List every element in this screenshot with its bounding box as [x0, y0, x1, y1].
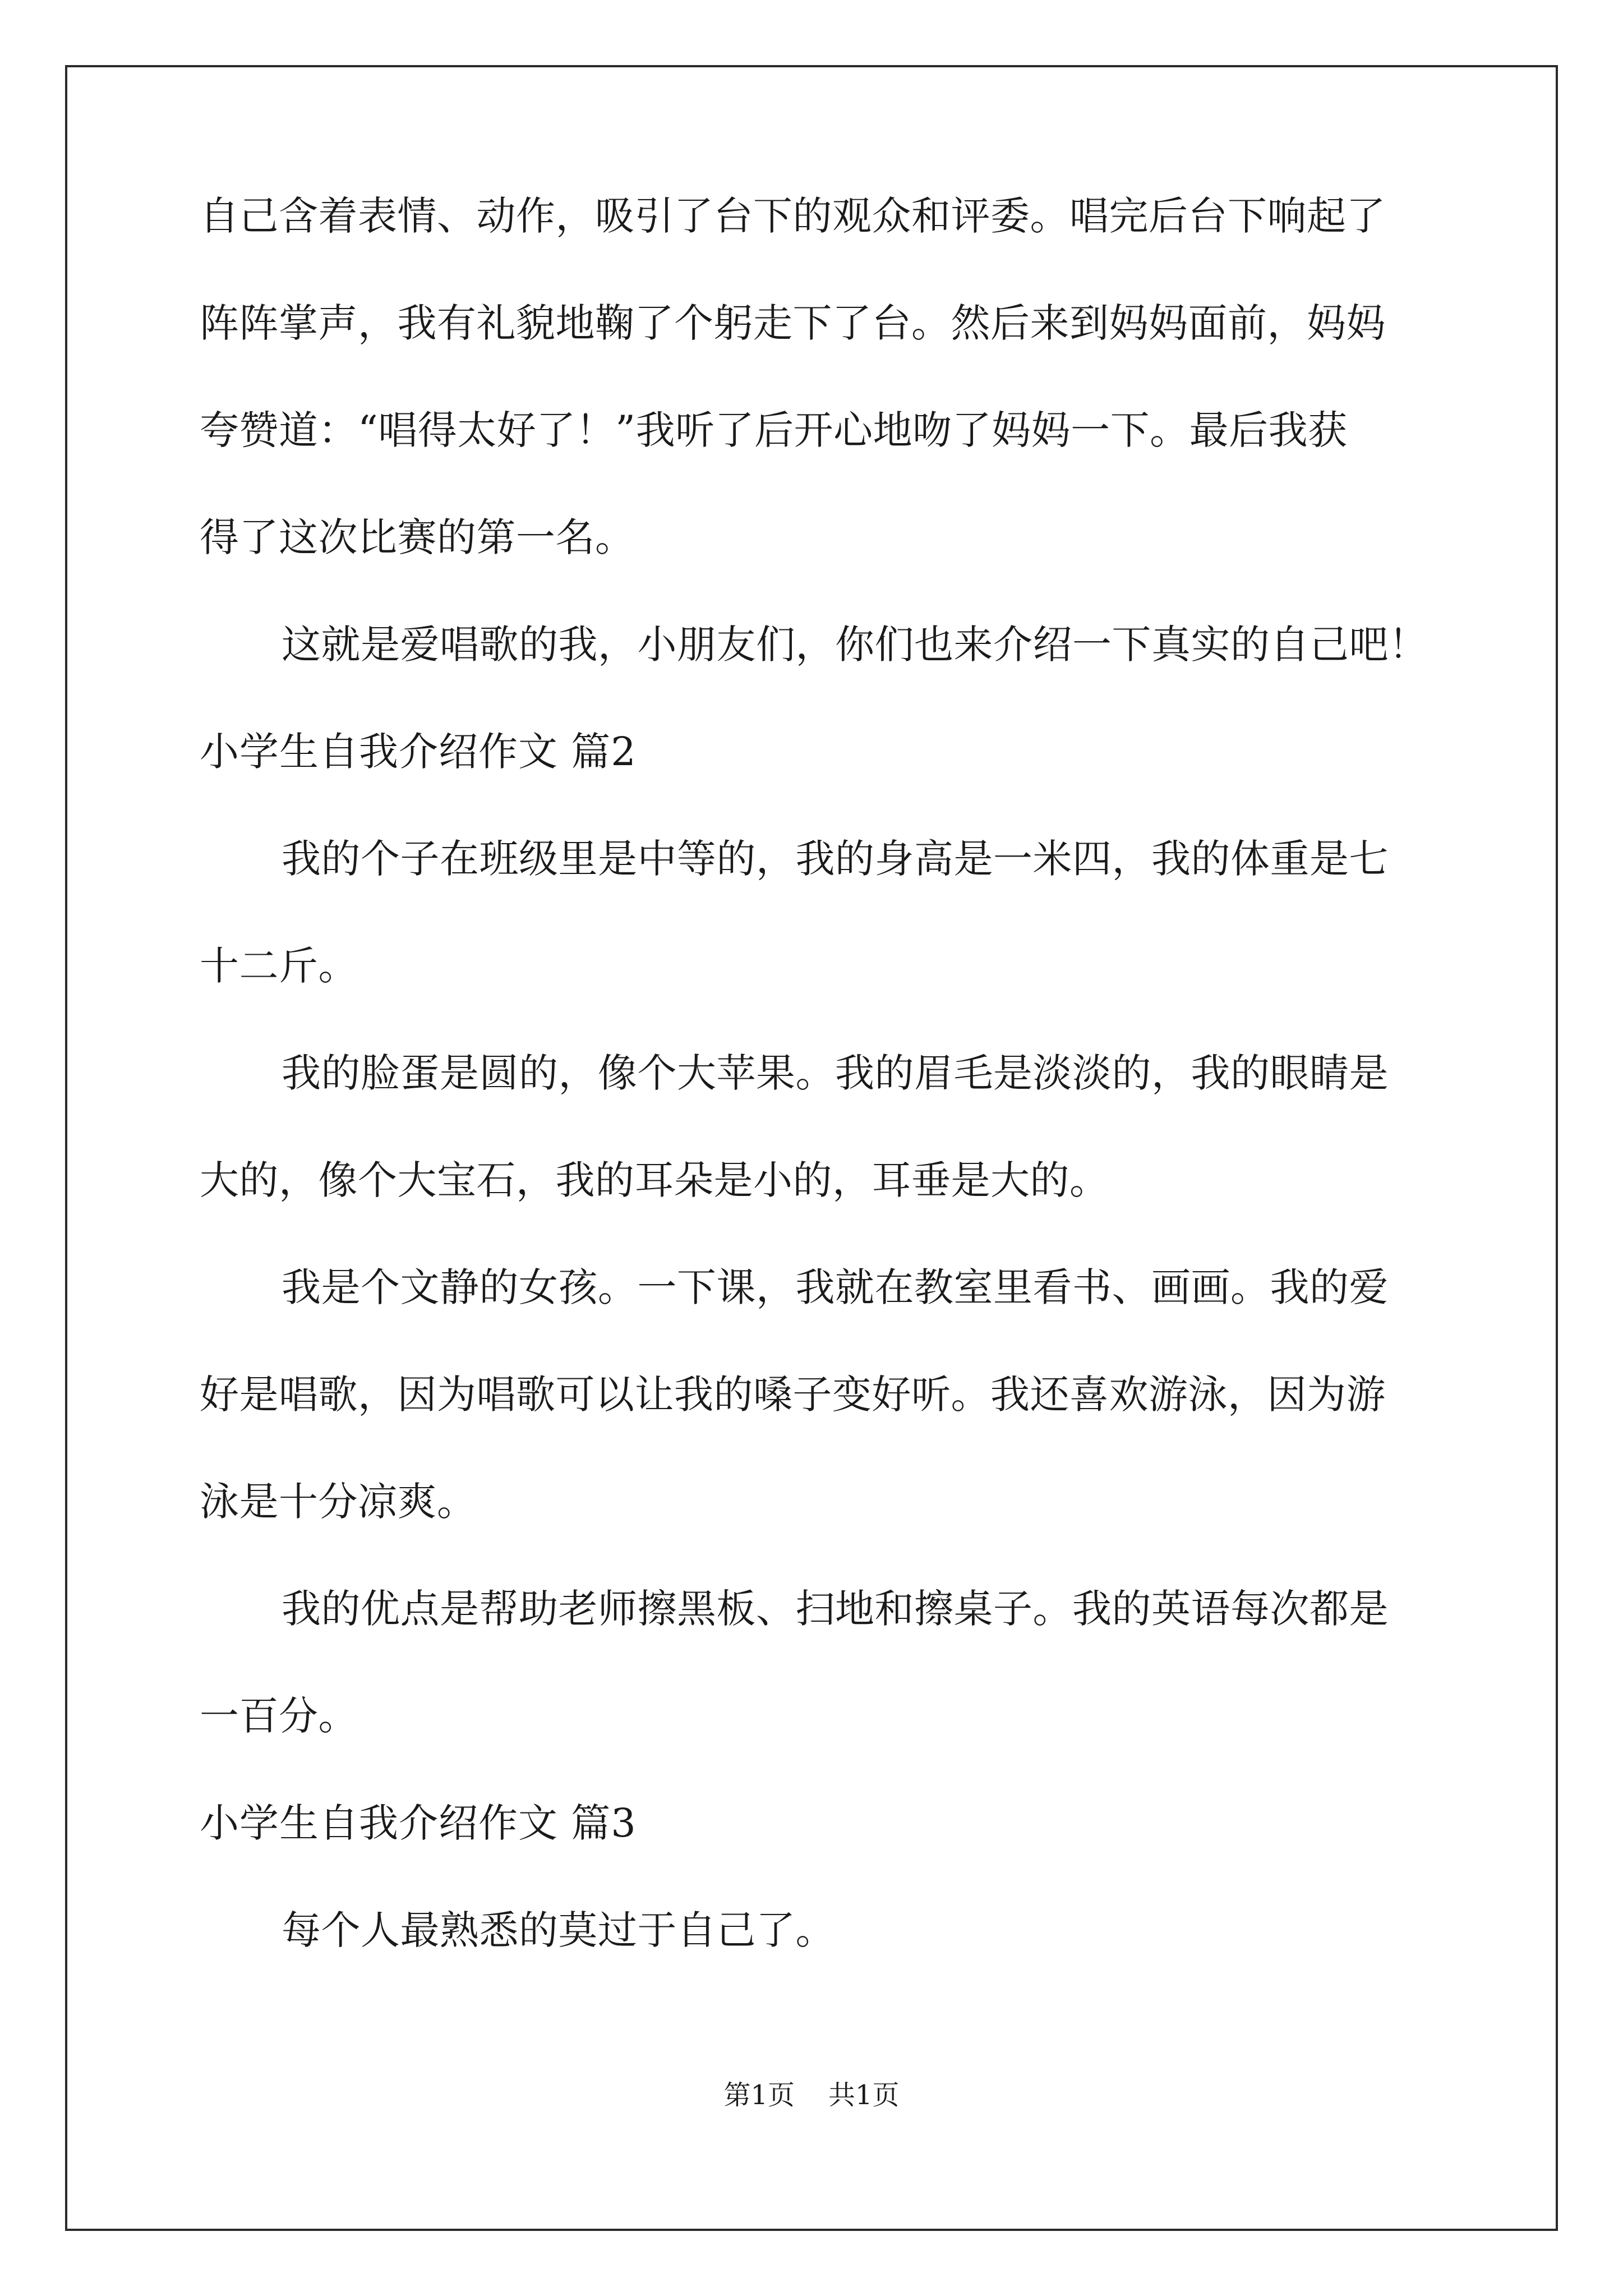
page-footer: [0, 2078, 1623, 2112]
page-number-current: 第1页: [723, 2079, 795, 2111]
body-line: 每个人最熟悉的莫过于自己了。: [282, 1907, 835, 1953]
body-line: 我的优点是帮助老师擦黑板、扫地和擦桌子。我的英语每次都是: [282, 1586, 1389, 1632]
body-line: 这就是爱唱歌的我，小朋友们，你们也来介绍一下真实的自己吧！: [282, 622, 1428, 668]
body-line: 十二斤。: [200, 943, 358, 989]
body-line: 夸赞道：“唱得太好了！”我听了后开心地吻了妈妈一下。最后我获: [200, 407, 1348, 453]
body-line: 我是个文静的女孩。一下课，我就在教室里看书、画画。我的爱: [282, 1264, 1389, 1310]
body-line: 大的，像个大宝石，我的耳朵是小的，耳垂是大的。: [200, 1157, 1109, 1203]
body-line: 得了这次比赛的第一名。: [200, 514, 635, 560]
body-line: 自己含着表情、动作，吸引了台下的观众和评委。唱完后台下响起了: [200, 193, 1386, 239]
section-heading: 小学生自我介绍作文 篇2: [200, 729, 637, 775]
section-heading: 小学生自我介绍作文 篇3: [200, 1800, 637, 1846]
body-line: 我的个子在班级里是中等的，我的身高是一米四，我的体重是七: [282, 836, 1389, 882]
body-line: 泳是十分凉爽。: [200, 1479, 477, 1525]
body-line: 一百分。: [200, 1693, 358, 1739]
page-number-total: 共1页: [828, 2079, 900, 2111]
body-line: 好是唱歌，因为唱歌可以让我的嗓子变好听。我还喜欢游泳，因为游: [200, 1372, 1386, 1418]
body-line: 我的脸蛋是圆的，像个大苹果。我的眉毛是淡淡的，我的眼睛是: [282, 1050, 1389, 1096]
body-line: 阵阵掌声，我有礼貌地鞠了个躬走下了台。然后来到妈妈面前，妈妈: [200, 300, 1386, 346]
